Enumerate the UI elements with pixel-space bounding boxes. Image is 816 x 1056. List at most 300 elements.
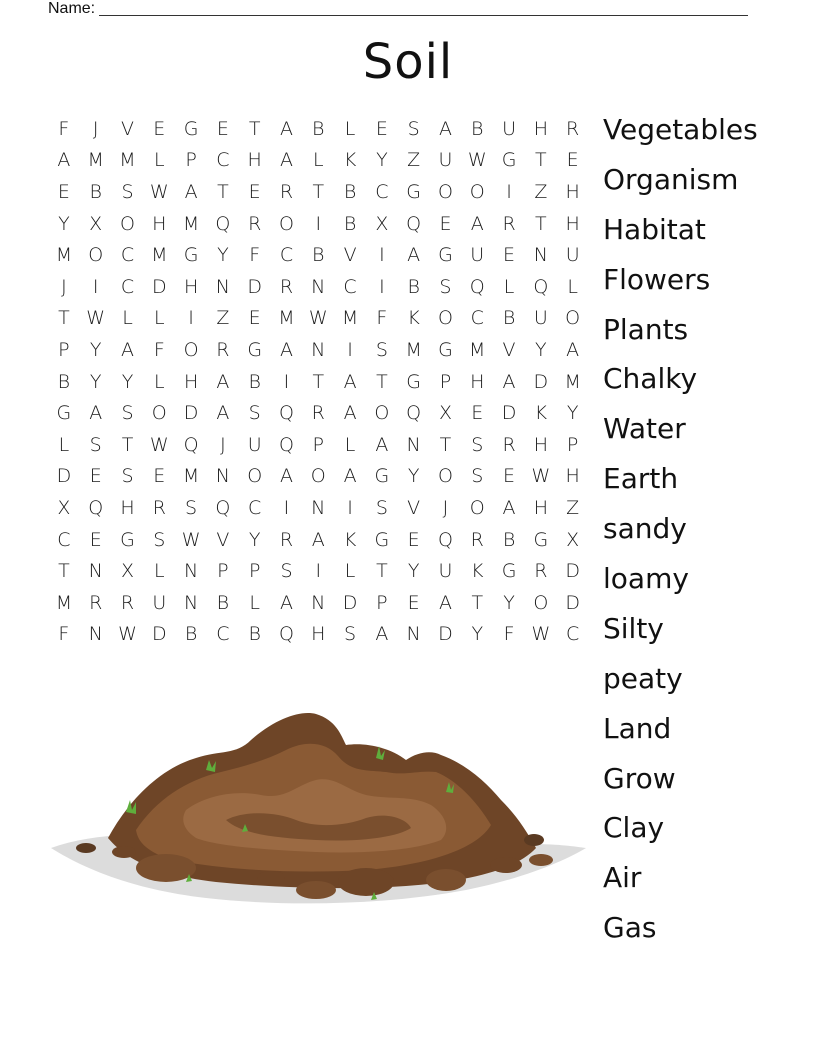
grid-letter: T <box>376 370 388 393</box>
grid-letter: R <box>89 591 103 614</box>
grid-letter: L <box>344 433 356 456</box>
grid-letter: K <box>534 402 548 425</box>
grid-letter: U <box>565 244 580 267</box>
word-list-item: Clay <box>603 811 665 845</box>
grid-letter: N <box>311 275 326 298</box>
grid-letter: F <box>153 338 165 361</box>
grid-letter: E <box>89 528 102 551</box>
letter-grid <box>48 113 589 650</box>
grid-letter: E <box>407 528 420 551</box>
grid-letter: A <box>343 465 357 488</box>
grid-letter: Q <box>215 212 231 235</box>
grid-letter: T <box>217 180 229 203</box>
grid-letter: M <box>151 244 168 267</box>
grid-letter: V <box>120 117 134 140</box>
grid-letter: O <box>469 496 485 519</box>
grid-letter: A <box>57 149 71 172</box>
grid-letter: K <box>343 149 357 172</box>
grid-letter: U <box>470 244 485 267</box>
grid-letter: Q <box>406 402 422 425</box>
grid-letter: S <box>121 402 134 425</box>
grid-letter: H <box>565 180 580 203</box>
word-list-item: Air <box>603 861 642 895</box>
grid-letter: D <box>438 623 453 646</box>
word-list-item: Gas <box>603 911 657 945</box>
grid-letter: L <box>344 560 356 583</box>
grid-letter: T <box>248 117 261 140</box>
grid-letter: A <box>375 433 389 456</box>
grid-letter: C <box>343 275 357 298</box>
grid-letter: N <box>183 591 199 614</box>
grid-letter: N <box>311 591 326 614</box>
grid-letter: O <box>151 402 167 425</box>
grid-letter: Y <box>89 338 102 361</box>
grid-letter: U <box>152 591 167 614</box>
grid-letter: G <box>374 465 390 488</box>
word-list-item: Water <box>603 412 686 446</box>
grid-letter: N <box>311 338 326 361</box>
grid-letter: H <box>183 275 199 298</box>
grid-letter: J <box>61 275 67 298</box>
grid-letter: M <box>405 338 422 361</box>
grid-letter: M <box>182 212 200 235</box>
grid-letter: T <box>439 433 452 456</box>
grid-letter: Q <box>278 433 294 456</box>
grid-letter: H <box>311 623 326 646</box>
grid-letter: Z <box>566 496 580 519</box>
grid-letter: P <box>217 560 229 583</box>
grid-letter: Y <box>121 370 134 393</box>
grid-letter: G <box>406 370 422 393</box>
grid-letter: C <box>566 623 580 646</box>
grid-letter: Y <box>535 338 547 361</box>
grid-letter: M <box>182 465 200 488</box>
grid-letter: I <box>188 307 194 330</box>
grid-letter: F <box>58 117 70 140</box>
grid-letter: S <box>248 402 261 425</box>
name-field <box>48 0 748 18</box>
grid-letter: X <box>57 496 71 519</box>
grid-letter: A <box>279 149 293 172</box>
grid-letter: G <box>56 402 72 425</box>
grid-letter: M <box>87 149 104 172</box>
grid-letter: F <box>503 623 515 646</box>
grid-letter: G <box>183 117 199 140</box>
grid-letter: S <box>407 117 420 140</box>
grid-letter: D <box>151 275 167 298</box>
word-list-item: Earth <box>603 462 679 496</box>
word-list-item: Habitat <box>603 212 706 246</box>
grid-letter: S <box>121 180 134 203</box>
grid-letter: M <box>278 307 295 330</box>
grid-letter: M <box>55 591 73 614</box>
grid-letter: S <box>471 433 484 456</box>
grid-letter: Y <box>89 370 102 393</box>
word-list-item: peaty <box>603 661 683 695</box>
grid-letter: M <box>341 307 359 330</box>
grid-letter: E <box>471 402 484 425</box>
grid-letter: L <box>153 149 165 172</box>
grid-letter: H <box>247 149 262 172</box>
grid-letter: G <box>183 244 199 267</box>
grid-letter: E <box>248 307 261 330</box>
grid-letter: V <box>407 496 421 519</box>
grid-letter: N <box>533 244 548 267</box>
grid-letter: M <box>119 149 136 172</box>
grid-letter: Q <box>469 275 485 298</box>
grid-letter: P <box>312 433 324 456</box>
word-list-item: Chalky <box>603 362 698 396</box>
grid-letter: O <box>88 244 104 267</box>
grid-letter: O <box>565 307 581 330</box>
grid-letter: U <box>502 117 517 140</box>
grid-letter: L <box>249 591 260 614</box>
grid-letter: E <box>153 117 166 140</box>
grid-letter: H <box>533 433 548 456</box>
grid-letter: O <box>120 212 135 235</box>
grid-letter: A <box>375 623 389 646</box>
grid-letter: O <box>437 307 453 330</box>
grid-letter: B <box>248 623 261 646</box>
grid-letter: F <box>376 307 388 330</box>
grid-letter: Y <box>58 212 70 235</box>
grid-letter: O <box>374 402 390 425</box>
grid-letter: T <box>535 212 547 235</box>
word-list-item: Vegetables <box>603 113 758 146</box>
grid-letter: L <box>153 307 165 330</box>
grid-letter: Q <box>406 212 422 235</box>
grid-letter: Y <box>248 528 261 551</box>
grid-letter: R <box>279 180 294 203</box>
grid-letter: C <box>248 496 262 519</box>
grid-letter: P <box>248 560 261 583</box>
grid-letter: E <box>216 117 229 140</box>
grid-letter: Y <box>217 244 229 267</box>
grid-letter: B <box>502 528 516 551</box>
grid-letter: B <box>407 275 420 298</box>
grid-letter: D <box>565 591 580 614</box>
word-list-item: sandy <box>603 512 687 546</box>
grid-letter: W <box>149 180 169 203</box>
grid-letter: X <box>438 402 452 425</box>
grid-letter: N <box>88 560 103 583</box>
grid-letter: E <box>153 465 166 488</box>
grid-letter: Y <box>471 623 484 646</box>
grid-letter: G <box>247 338 263 361</box>
grid-letter: A <box>438 591 452 614</box>
grid-letter: C <box>216 149 230 172</box>
grid-letter: K <box>407 307 420 330</box>
grid-letter: Q <box>533 275 549 298</box>
grid-letter: Q <box>183 433 199 456</box>
grid-letter: X <box>89 212 103 235</box>
grid-letter: T <box>312 370 325 393</box>
grid-letter: E <box>57 180 70 203</box>
word-list-item: Grow <box>603 761 676 795</box>
grid-letter: R <box>248 212 262 235</box>
grid-letter: C <box>375 180 389 203</box>
grid-letter: P <box>566 433 579 456</box>
grid-letter: D <box>342 591 358 614</box>
grid-letter: O <box>310 465 326 488</box>
grid-letter: S <box>121 465 134 488</box>
grid-letter: R <box>566 117 580 140</box>
grid-letter: W <box>531 465 551 488</box>
grid-letter: K <box>343 528 357 551</box>
name-label: Name: <box>48 0 96 17</box>
grid-letter: B <box>184 623 198 646</box>
grid-letter: A <box>438 117 452 140</box>
grid-letter: B <box>312 117 325 140</box>
grid-letter: U <box>438 149 453 172</box>
grid-letter: L <box>153 370 165 393</box>
grid-letter: W <box>181 528 201 551</box>
grid-letter: T <box>471 591 484 614</box>
grid-letter: T <box>58 560 70 583</box>
grid-letter: B <box>216 591 230 614</box>
grid-letter: S <box>185 496 198 519</box>
grid-letter: L <box>344 117 356 140</box>
word-list <box>603 110 758 958</box>
grid-letter: R <box>120 591 135 614</box>
grid-letter: B <box>343 212 357 235</box>
grid-letter: E <box>375 117 388 140</box>
grid-letter: P <box>439 370 452 393</box>
grid-letter: F <box>58 623 70 646</box>
grid-letter: H <box>183 370 199 393</box>
word-list-item: Organism <box>603 162 739 196</box>
word-list-item: Flowers <box>603 262 711 296</box>
grid-letter: Z <box>534 180 548 203</box>
grid-letter: W <box>118 623 137 646</box>
grid-letter: X <box>120 560 134 583</box>
name-underline <box>99 1 748 16</box>
grid-letter: A <box>502 496 516 519</box>
grid-letter: B <box>248 370 261 393</box>
grid-letter: L <box>312 149 324 172</box>
grid-letter: I <box>283 370 290 393</box>
grid-letter: G <box>501 560 517 583</box>
grid-letter: A <box>216 370 230 393</box>
grid-letter: N <box>406 433 421 456</box>
grid-letter: R <box>279 275 294 298</box>
grid-letter: R <box>311 402 325 425</box>
grid-letter: R <box>470 528 484 551</box>
grid-letter: S <box>471 465 484 488</box>
grid-letter: W <box>86 307 106 330</box>
grid-letter: D <box>533 370 549 393</box>
grid-letter: G <box>438 244 453 267</box>
grid-letter: O <box>278 212 294 235</box>
grid-letter: R <box>152 496 166 519</box>
grid-letter: S <box>344 623 357 646</box>
grid-letter: C <box>120 244 135 267</box>
grid-letter: X <box>566 528 580 551</box>
grid-letter: G <box>120 528 135 551</box>
grid-letter: H <box>152 212 167 235</box>
grid-letter: V <box>343 244 357 267</box>
grid-letter: A <box>502 370 516 393</box>
grid-letter: L <box>153 560 165 583</box>
grid-letter: D <box>183 402 199 425</box>
grid-letter: B <box>502 307 516 330</box>
grid-letter: C <box>57 528 71 551</box>
grid-letter: K <box>471 560 484 583</box>
grid-letter: U <box>438 560 453 583</box>
grid-letter: E <box>503 465 516 488</box>
grid-letter: G <box>533 528 549 551</box>
grid-letter: S <box>375 338 388 361</box>
grid-letter: J <box>92 117 99 140</box>
grid-letter: L <box>503 275 515 298</box>
grid-letter: H <box>470 370 485 393</box>
grid-letter: E <box>89 465 102 488</box>
grid-letter: Q <box>278 623 294 646</box>
grid-letter: B <box>89 180 102 203</box>
grid-letter: A <box>343 370 357 393</box>
grid-letter: P <box>58 338 70 361</box>
grid-letter: U <box>533 307 548 330</box>
grid-letter: L <box>58 433 70 456</box>
grid-letter: A <box>279 117 293 140</box>
grid-letter: B <box>57 370 71 393</box>
word-list-item: Land <box>603 711 672 745</box>
grid-letter: A <box>216 402 230 425</box>
grid-letter: E <box>503 244 516 267</box>
grid-letter: A <box>470 212 484 235</box>
grid-letter: C <box>120 275 135 298</box>
grid-letter: N <box>88 623 103 646</box>
grid-letter: O <box>437 465 453 488</box>
grid-letter: T <box>376 560 388 583</box>
grid-letter: L <box>567 275 578 298</box>
grid-letter: N <box>215 465 230 488</box>
grid-letter: D <box>151 623 167 646</box>
grid-letter: Q <box>88 496 104 519</box>
grid-letter: N <box>406 623 421 646</box>
grid-letter: Y <box>566 402 579 425</box>
grid-letter: V <box>216 528 230 551</box>
grid-letter: E <box>248 180 261 203</box>
grid-letter: C <box>279 244 294 267</box>
grid-letter: I <box>315 560 322 583</box>
grid-letter: A <box>184 180 198 203</box>
grid-letter: O <box>437 180 453 203</box>
grid-letter: S <box>89 433 102 456</box>
grid-letter: A <box>407 244 421 267</box>
grid-letter: A <box>279 338 293 361</box>
grid-letter: I <box>283 496 290 519</box>
grid-letter: A <box>311 528 325 551</box>
grid-letter: E <box>566 149 579 172</box>
grid-letter: H <box>565 465 580 488</box>
grid-letter: A <box>279 465 293 488</box>
grid-letter: I <box>315 212 322 235</box>
grid-letter: S <box>153 528 166 551</box>
grid-letter: G <box>438 338 453 361</box>
grid-letter: M <box>469 338 486 361</box>
grid-letter: T <box>58 307 70 330</box>
grid-letter: Z <box>407 149 421 172</box>
grid-letter: D <box>56 465 72 488</box>
grid-letter: H <box>120 496 135 519</box>
grid-letter: S <box>375 496 388 519</box>
grid-letter: P <box>376 591 388 614</box>
grid-letter: U <box>247 433 262 456</box>
grid-letter: R <box>502 433 516 456</box>
grid-letter: I <box>506 180 512 203</box>
grid-letter: N <box>183 560 199 583</box>
grid-letter: H <box>533 117 548 140</box>
grid-letter: J <box>220 433 226 456</box>
grid-letter: R <box>534 560 548 583</box>
grid-letter: Y <box>376 149 388 172</box>
grid-letter: O <box>533 591 549 614</box>
grid-letter: T <box>121 433 134 456</box>
grid-letter: F <box>249 244 261 267</box>
grid-letter: S <box>439 275 452 298</box>
grid-letter: J <box>442 496 449 519</box>
grid-letter: R <box>502 212 516 235</box>
grid-letter: R <box>216 338 230 361</box>
grid-letter: Y <box>407 465 420 488</box>
grid-letter: W <box>149 433 169 456</box>
grid-letter: T <box>535 149 547 172</box>
grid-letter: O <box>247 465 263 488</box>
grid-letter: M <box>55 244 73 267</box>
grid-letter: E <box>439 212 452 235</box>
grid-letter: Y <box>407 560 420 583</box>
grid-letter: I <box>379 275 385 298</box>
grid-letter: A <box>343 402 357 425</box>
grid-letter: L <box>122 307 133 330</box>
grid-letter: S <box>280 560 293 583</box>
page-title: Soil <box>362 34 454 90</box>
grid-letter: M <box>564 370 581 393</box>
grid-letter: A <box>566 338 580 361</box>
grid-letter: A <box>89 402 103 425</box>
grid-letter: N <box>215 275 230 298</box>
grid-letter: B <box>312 244 325 267</box>
grid-letter: C <box>216 623 230 646</box>
grid-letter: I <box>347 496 353 519</box>
grid-letter: W <box>467 149 487 172</box>
grid-letter: G <box>501 149 517 172</box>
grid-letter: Q <box>437 528 453 551</box>
grid-letter: C <box>470 307 484 330</box>
word-list-item: Plants <box>603 312 689 346</box>
grid-letter: N <box>311 496 326 519</box>
grid-letter: Z <box>216 307 230 330</box>
grid-letter: A <box>120 338 134 361</box>
grid-letter: D <box>247 275 262 298</box>
grid-letter: Q <box>278 402 294 425</box>
grid-letter: V <box>502 338 516 361</box>
grid-letter: W <box>531 623 551 646</box>
grid-letter: B <box>471 117 484 140</box>
grid-letter: I <box>347 338 353 361</box>
grid-letter: E <box>407 591 420 614</box>
grid-letter: D <box>565 560 580 583</box>
word-list-item: Silty <box>603 611 664 645</box>
grid-letter: Q <box>215 496 231 519</box>
soil-pile-icon <box>46 700 591 915</box>
grid-letter: H <box>533 496 548 519</box>
grid-letter: A <box>279 591 293 614</box>
grid-letter: H <box>565 212 580 235</box>
grid-letter: O <box>469 180 485 203</box>
grid-letter: B <box>343 180 357 203</box>
